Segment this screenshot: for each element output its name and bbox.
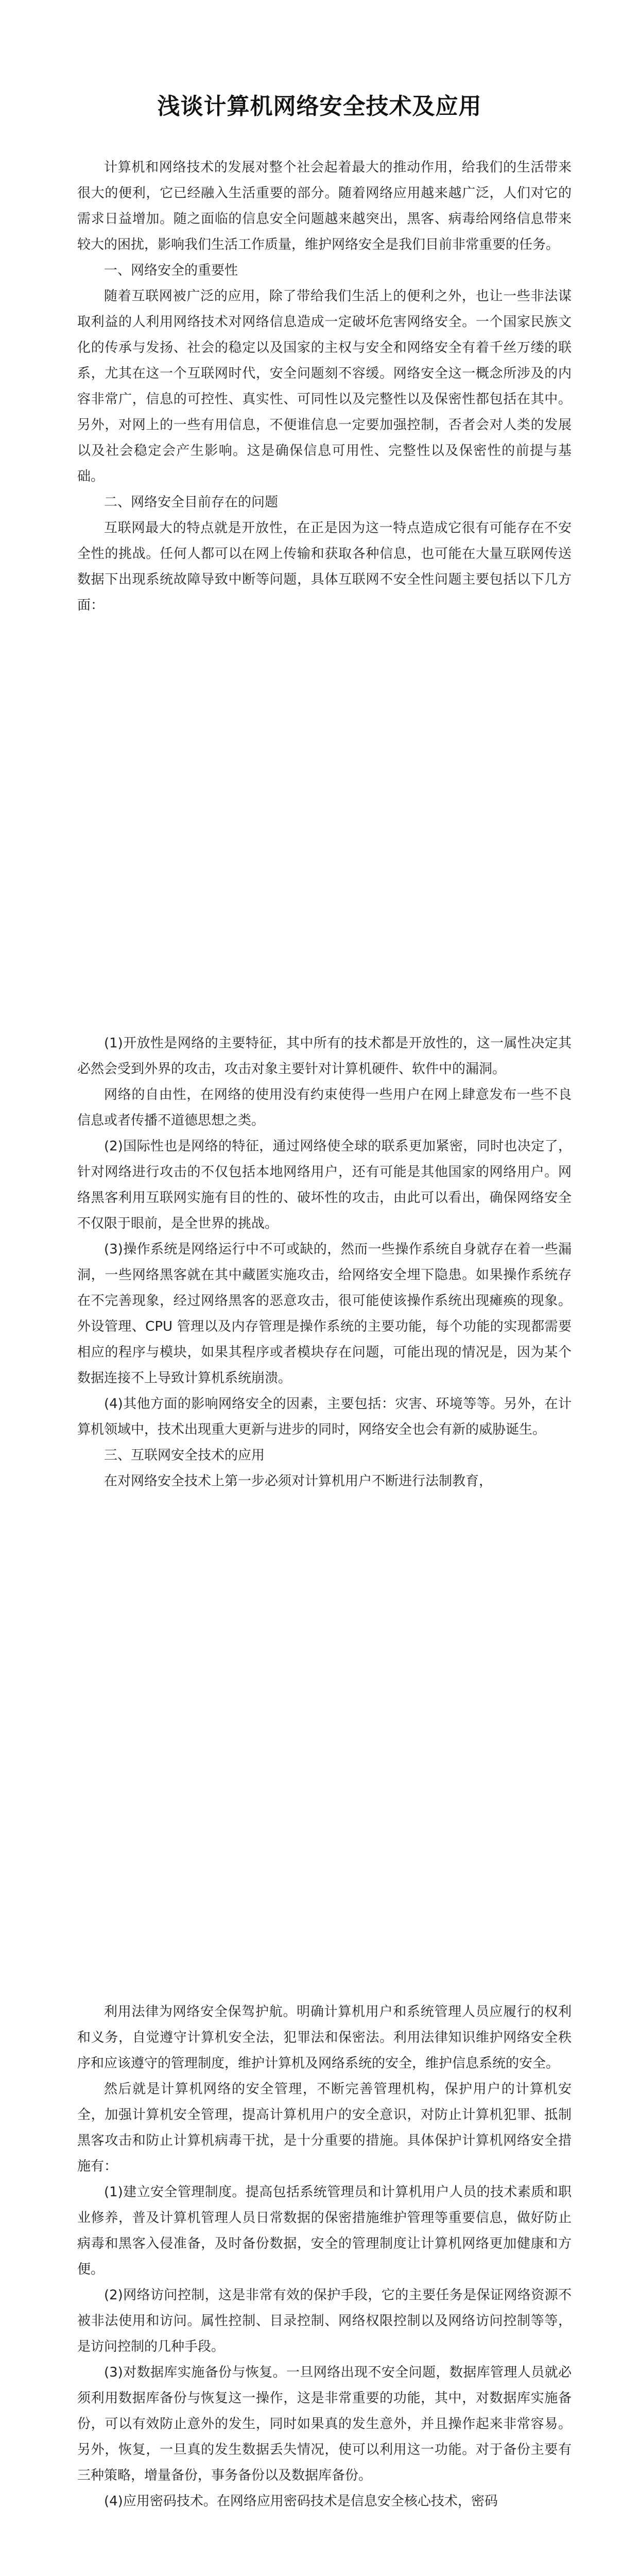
intro-paragraph: 计算机和网络技术的发展对整个社会起着最大的推动作用，给我们的生活带来很大的便利，它已经融入生活重要的部分。随着网络应用越来越广泛，人们对它的需求日益增加。随之面临的信息安全问题越来越突出，黑客、病毒给网络信息带来较大的困扰，影响我们生活工作质量，维护网络安全是我们目前非常重要的任务。 <box>77 160 572 252</box>
paragraph-problems-intro: 互联网最大的特点就是开放性，在正是因为这一特点造成它很有可能存在不安全性的挑战。任何人都可以在网上传输和获取各种信息，也可能在大量互联网传送数据下出现系统故障导致中断等问题，具体互联网不安全性问题主要包括以下几方面： <box>77 520 572 613</box>
problems-block <box>77 1030 572 1494</box>
paragraph-other-factors: (4)其他方面的影响网络安全的因素，主要包括：灾害、环境等等。另外，在计算机领域中，技术出现重大更新与进步的同时，网络安全也会有新的威胁诞生。 <box>77 1396 572 1437</box>
section-heading-applications: 三、互联网安全技术的应用 <box>104 1448 265 1463</box>
paragraph-legal-education: 在对网络安全技术上第一步必须对计算机用户不断进行法制教育， <box>104 1473 493 1489</box>
section-heading-problems: 二、网络安全目前存在的问题 <box>104 495 279 510</box>
applications-block <box>77 1999 572 2514</box>
intro-block <box>77 155 572 618</box>
paragraph-cryptography: (4)应用密码技术。在网络应用密码技术是信息安全核心技术，密码 <box>104 2494 498 2509</box>
paragraph-management-system: (1)建立安全管理制度。提高包括系统管理员和计算机用户人员的技术素质和职业修养，普及计算机管理人员日常数据的保密措施维护管理等重要信息，做好防止病毒和黑客入侵准备，及时备份数据，安全的管理制度让计算机网络更加健康和方便。 <box>77 2184 572 2277</box>
paragraph-importance: 随着互联网被广泛的应用，除了带给我们生活上的便利之外，也让一些非法谋取利益的人利用网络技术对网络信息造成一定破坏危害网络安全。一个国家民族文化的传承与发扬、社会的稳定以及国家的主权与安全和网络安全有着千丝万缕的联系，尤其在这一个互联网时代，安全问题刻不容缓。网络安全这一概念所涉及的内容非常广，信息的可控性、真实性、可同性以及完整性以及保密性都包括在其中。另外，对网上的一些有用信息，不便谁信息一定要加强控制，否者会对人类的发展以及社会稳定会产生影响。这是确保信息可用性、完整性以及保密性的前提与基础。 <box>77 289 572 484</box>
paragraph-backup-restore: (3)对数据库实施备份与恢复。一旦网络出现不安全问题，数据库管理人员就必须利用数据库备份与恢复这一操作，这是非常重要的功能，其中，对数据库实施备份，可以有效防止意外的发生，同时如果真的发生意外，并且操作起来非常容易。另外，恢复，一旦真的发生数据丢失情况，使可以利用这一功能。对于备份主要有三种策略，增量备份，事务备份以及数据库备份。 <box>77 2365 572 2483</box>
paragraph-law: 利用法律为网络安全保驾护航。明确计算机用户和系统管理人员应履行的权利和义务，自觉遵守计算机安全法，犯罪法和保密法。利用法律知识维护网络安全秩序和应该遵守的管理制度，维护计算机及网络系统的安全，维护信息系统的安全。 <box>77 2004 572 2071</box>
paragraph-freedom: 网络的自由性，在网络的使用没有约束使得一些用户在网上肆意发布一些不良信息或者传播不道德思想之类。 <box>77 1087 572 1128</box>
paragraph-internationality: (2)国际性也是网络的特征，通过网络使全球的联系更加紧密，同时也决定了，针对网络进行攻击的不仅包括本地网络用户，还有可能是其他国家的网络用户。网络黑客利用互联网实施有目的性的、破坏性的攻击，由此可以看出，确保网络安全不仅限于眼前，是全世界的挑战。 <box>77 1139 572 1231</box>
section-heading-importance: 一、网络安全的重要性 <box>104 263 238 278</box>
paragraph-operating-system: (3)操作系统是网络运行中不可或缺的，然而一些操作系统自身就存在着一些漏洞，一些网络黑客就在其中藏匿实施攻击，给网络安全埋下隐患。如果操作系统存在不完善现象，经过网络黑客的恶意攻击，很可能使该操作系统出现瘫痪的现象。外设管理、CPU 管理以及内存管理是操作系统的主要功能，每个功能的实现都需要相应的程序与模块，如果其程序或者模块存在问题，可能出现的情况是，因为某个数据连接不上导致计算机系统崩溃。 <box>77 1242 572 1386</box>
document-title: 浅谈计算机网络安全技术及应用 <box>157 93 482 120</box>
paragraph-management: 然后就是计算机网络的安全管理，不断完善管理机构，保护用户的计算机安全，加强计算机安全管理，提高计算机用户的安全意识，对防止计算机犯罪、抵制黑客攻击和防止计算机病毒干扰，是十分重要的措施。具体保护计算机网络安全措施有： <box>77 2081 572 2174</box>
paragraph-openness: (1)开放性是网络的主要特征，其中所有的技术都是开放性的，这一属性决定其必然会受到外界的攻击，攻击对象主要针对计算机硬件、软件中的漏洞。 <box>77 1036 572 1077</box>
paragraph-access-control: (2)网络访问控制，这是非常有效的保护手段，它的主要任务是保证网络资源不被非法使用和访问。属性控制、目录控制、网络权限控制以及网络访问控制等等，是访问控制的几种手段。 <box>77 2287 572 2354</box>
